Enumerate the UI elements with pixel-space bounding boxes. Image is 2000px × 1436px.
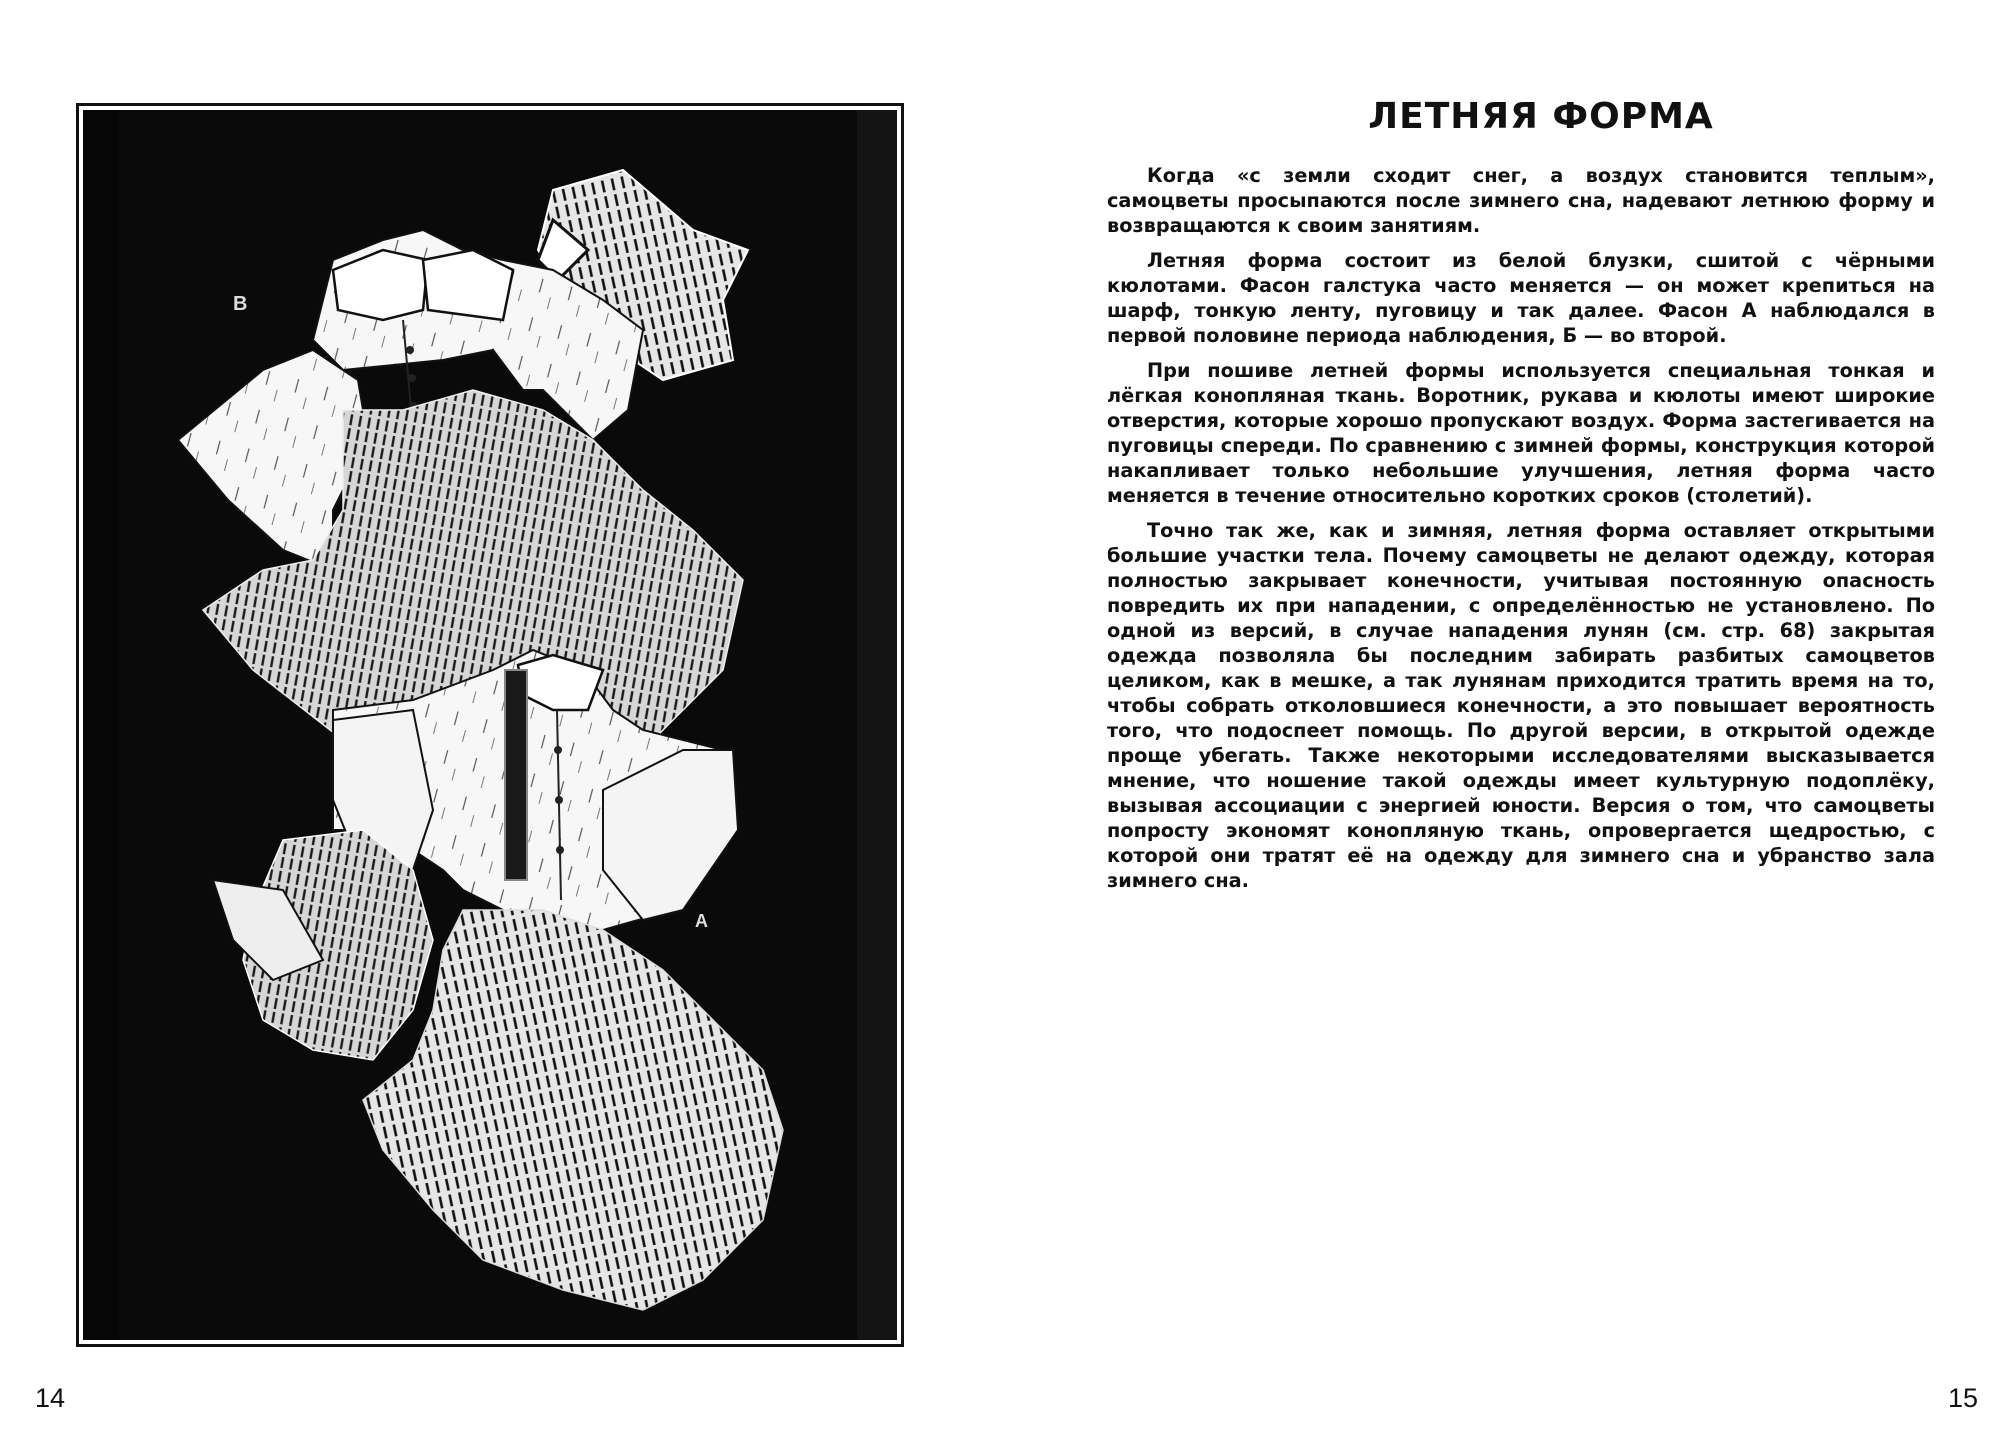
paragraph-1: Когда «с земли сходит снег, а воздух становится теплым», самоцветы просыпаются после зимнего сна, надевают летнюю форму и возвращаются к своим занятиям. xyxy=(1107,164,1935,237)
illustration xyxy=(83,110,897,1340)
paragraph-3: При пошиве летней формы используется специальная тонкая и лёгкая конопляная ткань. Воротник, рукава и кюлоты имеют широкие отверстия, которые хорошо пропускают воздух. Форма застегивается на пуговицы спереди. По сравнению с зимней формы, конструкция которой накапливает только небольшие улучшения, летняя форма часто меняется в течение относительно коротких сроков (столетий). xyxy=(1107,359,1935,507)
page-number-left: 14 xyxy=(35,1383,66,1413)
label-a: А xyxy=(695,911,708,931)
illustration-frame xyxy=(76,103,904,1347)
culottes-a xyxy=(363,910,783,1310)
page-title: ЛЕТНЯЯ ФОРМА xyxy=(1368,96,1714,137)
article xyxy=(1107,96,1935,903)
label-b: В xyxy=(233,293,248,315)
uniform-drawing xyxy=(83,110,897,1340)
paragraph-4: Точно так же, как и зимняя, летняя форма оставляет открытыми большие участки тела. Почему самоцветы не делают одежду, которая полностью закрывает конечности, учитывая постоянную опасность повредить их при нападении, с определённостью не установлено. По одной из версий, в случае нападения лунян (см. стр. 68) закрытая одежда позволяла бы последним забирать разбитых самоцветов целиком, как в мешке, а так лунянам приходится тратить время на то, чтобы собрать отколовшиеся конечности, а это повышает вероятность того, что подоспеет помощь. По другой версии, в открытой одежде проще убегать. Также некоторыми исследователями высказывается мнение, что ношение такой одежды имеет культурную подоплёку, вызывая ассоциации с энергией юности. Версия о том, что самоцветы попросту экономят конопляную ткань, опровергается щедростью, с которой они тратят её на одежду для зимнего сна и убранство зала зимнего сна. xyxy=(1107,519,1935,892)
tie-a xyxy=(505,670,527,880)
paragraph-2: Летняя форма состоит из белой блузки, сшитой с чёрными кюлотами. Фасон галстука часто меняется — он может крепиться на шарф, тонкую ленту, пуговицу и так далее. Фасон А наблюдался в первой половине периода наблюдения, Б — во второй. xyxy=(1107,249,1935,347)
page-number-right: 15 xyxy=(1948,1383,1979,1413)
